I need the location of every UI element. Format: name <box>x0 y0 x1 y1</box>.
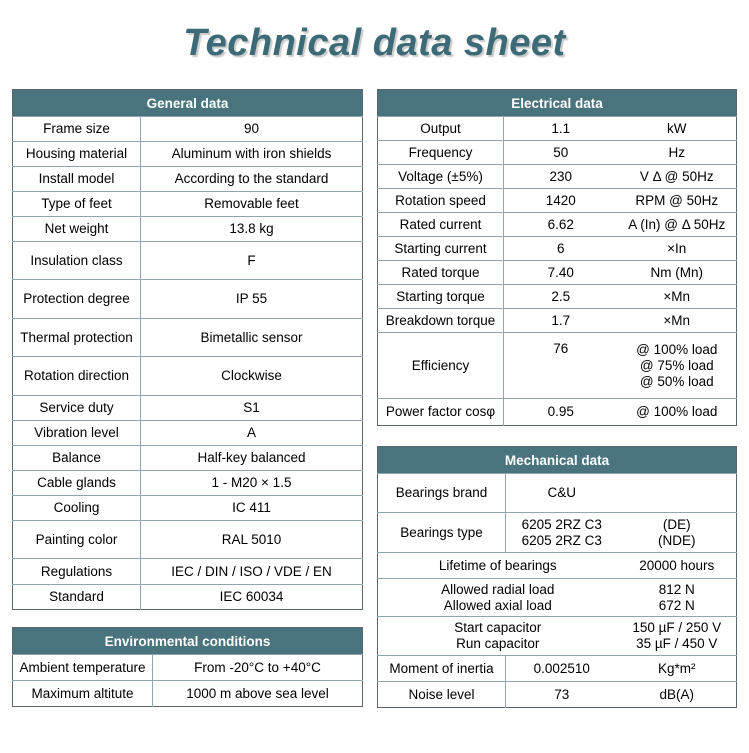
row-label: Net weight <box>13 217 141 242</box>
table-row <box>378 682 737 708</box>
table-row <box>13 242 363 280</box>
left-column <box>12 89 363 708</box>
row-label: Output <box>378 117 504 141</box>
row-value: C&U <box>506 474 618 513</box>
table-row <box>13 142 363 167</box>
table-row <box>378 579 737 617</box>
row-label: Maximum altitute <box>13 681 153 707</box>
row-value: IEC 60034 <box>141 585 363 610</box>
row-value: 7.40 <box>504 261 618 285</box>
table-row <box>13 217 363 242</box>
row-value: 1.1 <box>504 117 618 141</box>
table-row <box>378 553 737 579</box>
row-label: Breakdown torque <box>378 309 504 333</box>
table-row <box>13 559 363 585</box>
row-value: F <box>141 242 363 280</box>
row-value: Bimetallic sensor <box>141 319 363 357</box>
row-unit: 20000 hours <box>618 553 737 579</box>
row-value: According to the standard <box>141 167 363 192</box>
row-unit: Kg*m² <box>618 656 737 682</box>
row-value: IC 411 <box>141 496 363 521</box>
row-value: 13.8 kg <box>141 217 363 242</box>
table-row <box>378 165 737 189</box>
table-row <box>378 117 737 141</box>
table-row <box>378 261 737 285</box>
table-row <box>378 513 737 553</box>
row-value: 1.7 <box>504 309 618 333</box>
mechanical-data-table <box>377 446 737 708</box>
row-label: Vibration level <box>13 421 141 446</box>
row-unit: kW <box>618 117 737 141</box>
table-header-row <box>13 628 363 655</box>
row-value: 6205 2RZ C3 6205 2RZ C3 <box>506 513 618 553</box>
table-row <box>13 471 363 496</box>
table-row <box>13 496 363 521</box>
row-unit: @ 100% load <box>618 399 737 426</box>
row-label: Cable glands <box>13 471 141 496</box>
row-value: 90 <box>141 117 363 142</box>
row-label: Starting torque <box>378 285 504 309</box>
row-label: Protection degree <box>13 280 141 319</box>
row-value: 0.002510 <box>506 656 618 682</box>
row-label: Frame size <box>13 117 141 142</box>
table-row <box>13 421 363 446</box>
row-label: Painting color <box>13 521 141 559</box>
electrical-data-table <box>377 89 737 426</box>
row-value: A <box>141 421 363 446</box>
row-label: Start capacitor Run capacitor <box>378 617 618 656</box>
row-label: Power factor cosφ <box>378 399 504 426</box>
table-header-electrical: Electrical data <box>378 90 737 117</box>
row-unit: RPM @ 50Hz <box>618 189 737 213</box>
row-label: Rated torque <box>378 261 504 285</box>
content-columns <box>0 89 749 708</box>
row-unit <box>618 474 737 513</box>
table-row <box>13 446 363 471</box>
row-label: Noise level <box>378 682 506 708</box>
table-row <box>13 357 363 396</box>
table-header-row <box>378 90 737 117</box>
table-header-row <box>378 447 737 474</box>
row-label: Lifetime of bearings <box>378 553 618 579</box>
environmental-conditions-table <box>12 627 363 707</box>
row-value: 50 <box>504 141 618 165</box>
row-label: Ambient temperature <box>13 655 153 681</box>
row-label: Housing material <box>13 142 141 167</box>
row-unit: 150 µF / 250 V 35 µF / 450 V <box>618 617 737 656</box>
row-unit: ×Mn <box>618 285 737 309</box>
row-label: Cooling <box>13 496 141 521</box>
row-value: 230 <box>504 165 618 189</box>
table-row <box>378 237 737 261</box>
row-unit: Hz <box>618 141 737 165</box>
row-value: 1 - M20 × 1.5 <box>141 471 363 496</box>
row-label: Bearings brand <box>378 474 506 513</box>
table-header-mechanical: Mechanical data <box>378 447 737 474</box>
row-unit: Nm (Mn) <box>618 261 737 285</box>
row-value: S1 <box>141 396 363 421</box>
row-value: Removable feet <box>141 192 363 217</box>
row-value: 6 <box>504 237 618 261</box>
row-value: 6.62 <box>504 213 618 237</box>
table-header-environmental: Environmental conditions <box>13 628 363 655</box>
table-header-general: General data <box>13 90 363 117</box>
row-value: IP 55 <box>141 280 363 319</box>
row-unit: V Δ @ 50Hz <box>618 165 737 189</box>
row-label: Rotation direction <box>13 357 141 396</box>
row-label: Balance <box>13 446 141 471</box>
row-unit: dB(A) <box>618 682 737 708</box>
table-row <box>13 280 363 319</box>
row-label: Voltage (±5%) <box>378 165 504 189</box>
row-value: IEC / DIN / ISO / VDE / EN <box>141 559 363 585</box>
row-unit: ×In <box>618 237 737 261</box>
row-value: 2.5 <box>504 285 618 309</box>
general-data-table <box>12 89 363 610</box>
table-row <box>13 585 363 610</box>
row-unit: A (In) @ Δ 50Hz <box>618 213 737 237</box>
page-title: Technical data sheet <box>183 22 566 64</box>
row-value: 0.95 <box>504 399 618 426</box>
row-value: From -20°C to +40°C <box>153 655 363 681</box>
row-label: Thermal protection <box>13 319 141 357</box>
row-label: Insulation class <box>13 242 141 280</box>
table-row <box>378 213 737 237</box>
table-header-row <box>13 90 363 117</box>
row-value: 1420 <box>504 189 618 213</box>
table-row <box>13 655 363 681</box>
row-label: Bearings type <box>378 513 506 553</box>
row-label: Type of feet <box>13 192 141 217</box>
row-label: Standard <box>13 585 141 610</box>
table-row <box>378 141 737 165</box>
table-row <box>378 189 737 213</box>
table-row <box>378 333 737 399</box>
table-row <box>13 681 363 707</box>
row-value: 1000 m above sea level <box>153 681 363 707</box>
row-label: Rotation speed <box>378 189 504 213</box>
table-row <box>13 192 363 217</box>
row-unit: (DE) (NDE) <box>618 513 737 553</box>
row-value: Half-key balanced <box>141 446 363 471</box>
right-column <box>377 89 737 708</box>
table-row <box>378 285 737 309</box>
table-row <box>13 396 363 421</box>
row-label: Service duty <box>13 396 141 421</box>
row-label: Starting current <box>378 237 504 261</box>
table-row <box>378 399 737 426</box>
row-label: Moment of inertia <box>378 656 506 682</box>
row-label: Efficiency <box>378 333 504 399</box>
row-unit: ×Mn <box>618 309 737 333</box>
row-label: Install model <box>13 167 141 192</box>
row-value: RAL 5010 <box>141 521 363 559</box>
table-row <box>13 521 363 559</box>
table-row <box>13 117 363 142</box>
row-unit: 812 N 672 N <box>618 579 737 617</box>
table-row <box>378 656 737 682</box>
table-row <box>378 474 737 513</box>
row-label: Frequency <box>378 141 504 165</box>
table-row <box>13 167 363 192</box>
row-value: Clockwise <box>141 357 363 396</box>
table-row <box>13 319 363 357</box>
table-row <box>378 309 737 333</box>
row-value: 76 <box>504 333 618 399</box>
row-unit: @ 100% load @ 75% load @ 50% load <box>618 333 737 399</box>
row-label: Rated current <box>378 213 504 237</box>
row-value: Aluminum with iron shields <box>141 142 363 167</box>
row-value: 73 <box>506 682 618 708</box>
row-label: Regulations <box>13 559 141 585</box>
row-label: Allowed radial load Allowed axial load <box>378 579 618 617</box>
table-row <box>378 617 737 656</box>
